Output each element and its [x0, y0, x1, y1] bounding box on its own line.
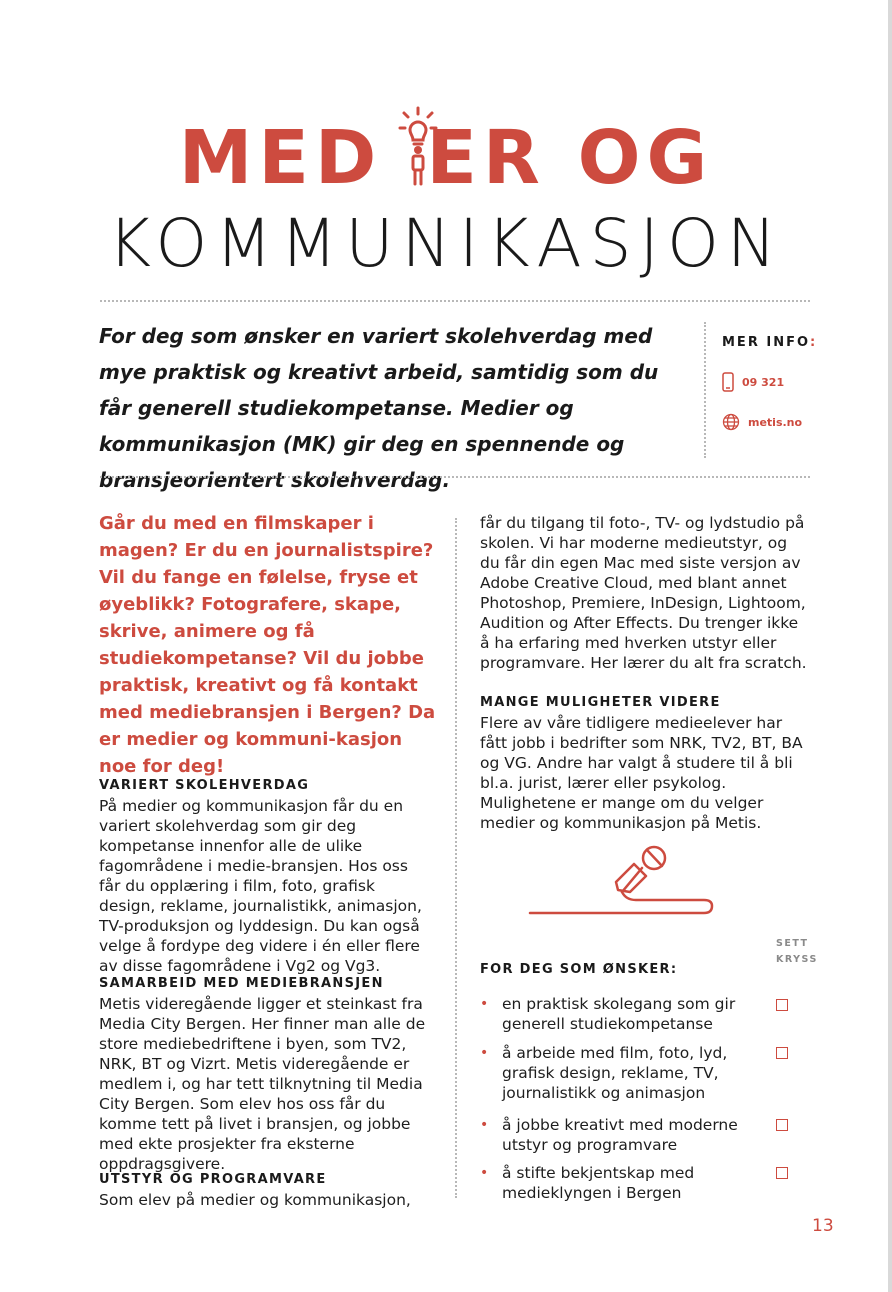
checklist-item	[480, 1115, 780, 1155]
section-body: Flere av våre tidligere medieelever har fått jobb i bedrifter som NRK, TV2, BT, BA og VG. Andre har valgt å studere til å bli bl.a. jurist, lærer eller psykolog. Mulighetene er mange om du velger medier og kommunikasjon på Metis.	[480, 714, 803, 832]
section-utstyr-continued: får du tilgang til foto-, TV- og lydstudio på skolen. Vi har moderne medieutstyr, og du får din egen Mac med siste versjon av Adobe Creative Cloud, med blant annet Photoshop, Premiere, InDesign, Lightoom, Audition og After Effects. Du trenger ikke å ha erfaring med hverken utstyr eller programvare. Her lærer du alt fra scratch.	[480, 514, 807, 672]
section-heading: MANGE MULIGHETER VIDERE	[480, 695, 721, 710]
section-body: På medier og kommunikasjon får du en variert skolehverdag som gir deg kompetanse innenfor alle de ulike fagområdene i medie-bransjen. Hos oss får du opplæring i film, foto, grafisk design, reklame, journalistikk, animasjon, TV-produksjon og lyddesign. Du kan også velge å fordype deg videre i én eller flere av disse fagområdene i Vg2 og Vg3.	[99, 797, 422, 975]
checkbox-1[interactable]	[776, 999, 788, 1011]
info-heading-label: MER INFO	[722, 335, 811, 350]
checkbox-3[interactable]	[776, 1119, 788, 1131]
intro-text: For deg som ønsker en variert skolehverdag med mye praktisk og kreativt arbeid, samtidig som du får generell studiekompetanse. Medier og kommunikasjon (MK) gir deg en spennende og bransjeorientert skolehverdag.	[99, 324, 659, 492]
phone-icon	[722, 372, 734, 392]
section-body: Metis videregående ligger et steinkast fra Media City Bergen. Her finner man alle de store mediebedriftene i byen, som TV2, NRK, BT og Vizrt. Metis videregående er medlem i, og har tett tilknytning til Media City Bergen. Som elev hos oss får du komme tett på livet i bransjen, og jobbe med ekte prosjekter fra eksterne oppdragsgivere.	[99, 995, 426, 1173]
section-samarbeid	[99, 974, 429, 1174]
phone-number: 09 321	[742, 375, 785, 389]
divider-middle	[100, 476, 810, 478]
info-divider	[704, 322, 706, 458]
info-heading-colon: :	[810, 335, 818, 350]
page-number: 13	[812, 1216, 834, 1236]
checklist-item-text: å stifte bekjentskap med medieklyngen i Bergen	[502, 1164, 695, 1202]
title-part-1: MED	[178, 115, 383, 201]
section-utstyr	[99, 1170, 429, 1210]
info-heading	[722, 335, 817, 350]
lightbulb-person-icon	[398, 106, 438, 188]
checklist-item-text: en praktisk skolegang som gir generell studiekompetanse	[502, 995, 736, 1033]
microphone-icon	[526, 842, 716, 918]
checklist-item	[480, 994, 780, 1034]
checklist-item	[480, 1043, 780, 1103]
title-line-2: KOMMUNIKASJON	[107, 205, 785, 282]
bullet-dot: •	[480, 1117, 489, 1133]
sett-kryss-text: SETT KRYSS	[776, 938, 818, 965]
info-web[interactable]	[722, 413, 802, 431]
lead-paragraph: Går du med en filmskaper i magen? Er du en journalistspire? Vil du fange en følelse, fryse et øyeblikk? Fotografere, skape, skrive, animere og få studiekompetanse? Vil du jobbe praktisk, kreativt og få kontakt med mediebransjen i Bergen? Da er medier og kommuni-kasjon noe for deg!	[99, 513, 436, 777]
bullet-dot: •	[480, 1045, 489, 1061]
web-link: metis.no	[748, 415, 803, 429]
section-heading: VARIERT SKOLEHVERDAG	[99, 778, 310, 793]
checklist-item-text: å jobbe kreativt med moderne utstyr og programvare	[502, 1116, 738, 1154]
sett-kryss-label	[776, 936, 836, 968]
checklist-item	[480, 1163, 780, 1203]
column-divider	[455, 518, 457, 1198]
section-heading: SAMARBEID MED MEDIEBRANSJEN	[99, 976, 384, 991]
title-part-2: ER OG	[426, 115, 714, 201]
bullet-dot: •	[480, 996, 489, 1012]
section-variert	[99, 776, 429, 976]
section-body-start: Som elev på medier og kommunikasjon,	[99, 1191, 411, 1209]
checklist-heading: FOR DEG SOM ØNSKER:	[480, 962, 678, 977]
bullet-dot: •	[480, 1165, 489, 1181]
globe-icon	[722, 413, 740, 431]
title-line-1	[0, 115, 892, 201]
checkbox-2[interactable]	[776, 1047, 788, 1059]
section-muligheter	[480, 693, 810, 833]
checklist-item-text: å arbeide med film, foto, lyd, grafisk design, reklame, TV, journalistikk og animasjon	[502, 1044, 728, 1102]
divider-top	[100, 300, 810, 302]
checkbox-4[interactable]	[776, 1167, 788, 1179]
info-phone[interactable]	[722, 372, 784, 392]
section-heading: UTSTYR OG PROGRAMVARE	[99, 1172, 327, 1187]
